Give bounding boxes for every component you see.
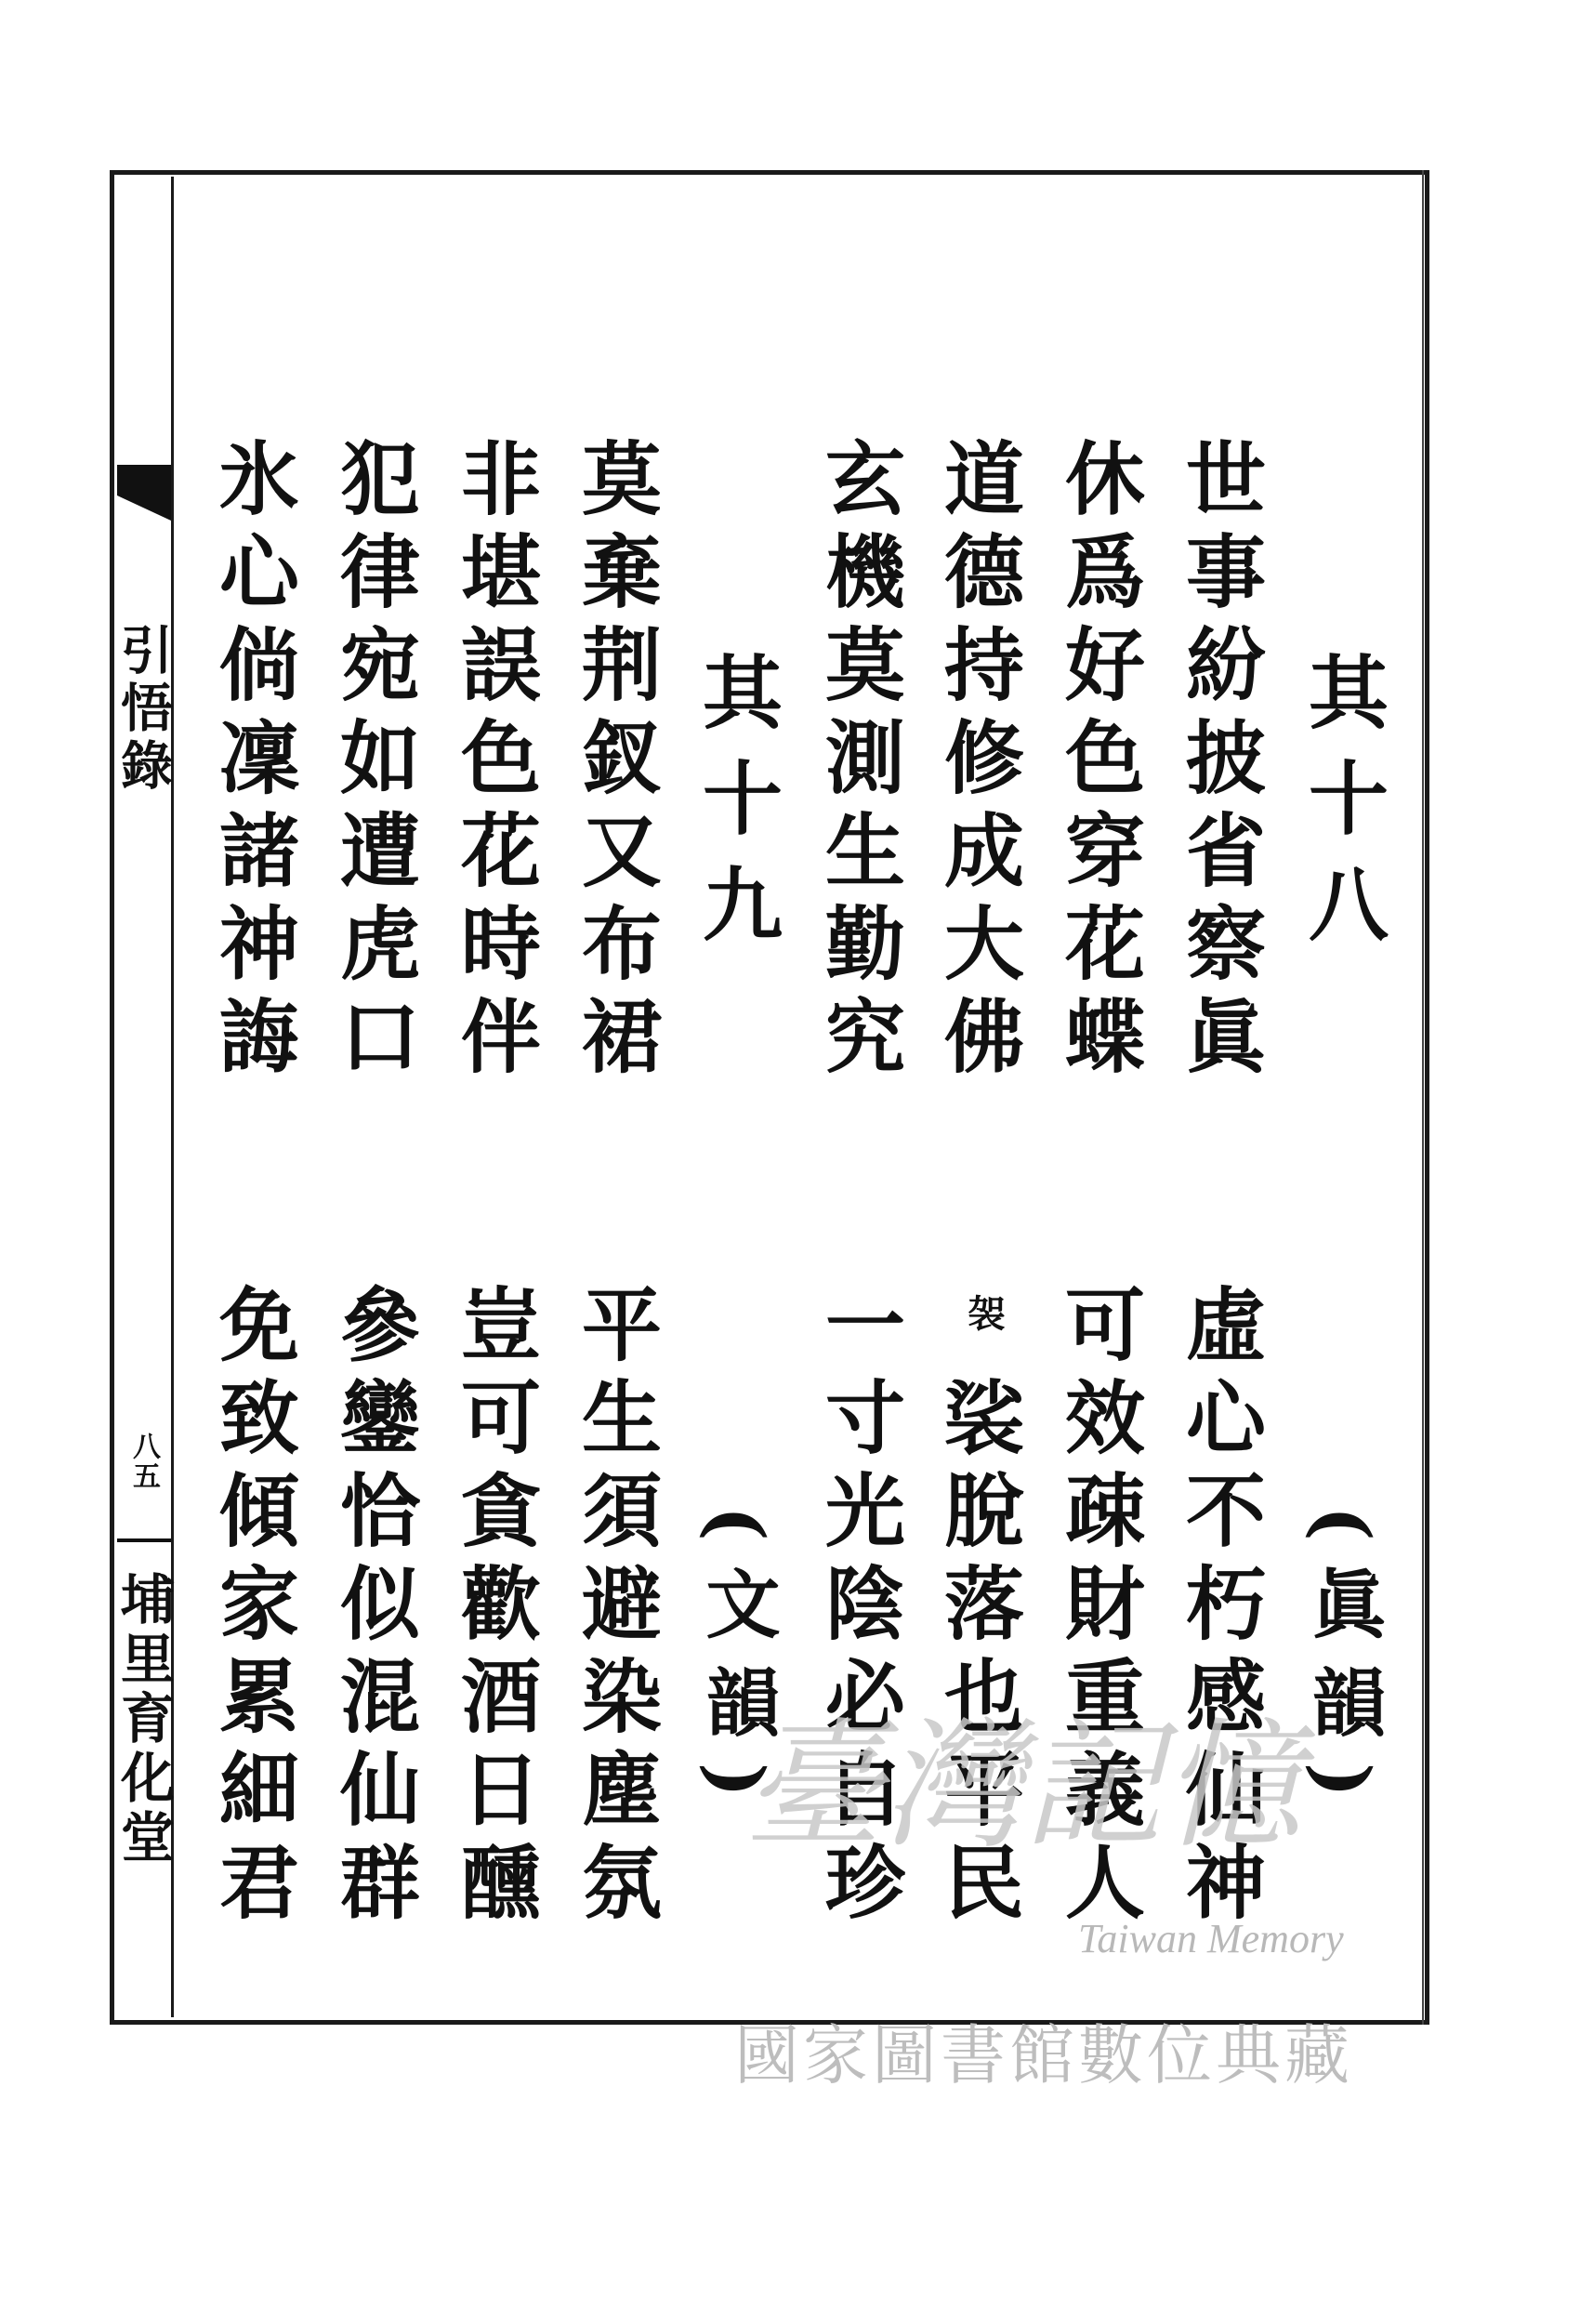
right-rule <box>1422 170 1424 2025</box>
poem19-line-4a: 氷心倘凜諸神誨 <box>205 437 299 1088</box>
poem19-line-3b: 參鑾恰似混仙群 <box>326 1283 420 1934</box>
poem18-small-char: 袈 <box>962 1294 1006 1331</box>
poem18-line-4a: 玄機莫測生勤究 <box>811 437 905 1088</box>
poem19-line-1b: 平生須避染塵氛 <box>568 1283 662 1934</box>
poem18-line-2a: 休爲好色穿花蝶 <box>1051 437 1145 1088</box>
poem18-line-1b: 虛心不朽感仙神 <box>1172 1283 1266 1934</box>
poem19-line-2a: 非堪誤色花時伴 <box>447 437 541 1088</box>
watermark-chinese: 國家圖書館數位典藏 <box>734 2017 1353 2093</box>
watermark-english: Taiwan Memory <box>1078 1916 1344 1961</box>
poem19-line-3a: 犯律宛如遭虎口 <box>326 437 420 1088</box>
poem19-rhyme: (文韻) <box>693 1506 781 1822</box>
poem18-line-1a: 世事紛披省察眞 <box>1172 437 1266 1088</box>
poem18-line-2b: 可效疎財重義人 <box>1051 1283 1145 1934</box>
poem18-rhyme: (眞韻) <box>1299 1506 1387 1822</box>
poem19-line-1a: 莫棄荆釵又布裙 <box>568 437 662 1088</box>
strip-divider <box>117 1538 171 1542</box>
poem19-heading: 其十九 <box>689 651 783 969</box>
poem18-heading: 其十八 <box>1295 651 1389 969</box>
watermark-logo: 臺灣記憶 <box>744 1706 1302 1868</box>
publisher-name: 埔里育化堂 <box>112 1571 175 1868</box>
poem19-line-2b: 豈可貪歡酒日醺 <box>447 1283 541 1934</box>
book-title: 引悟錄 <box>112 623 174 796</box>
page-number: 八五 <box>127 1432 160 1491</box>
poem18-line-3a: 道德持修成大佛 <box>930 437 1024 1088</box>
poem19-line-4b: 免致傾家累細君 <box>205 1283 299 1934</box>
poem18-line-4b: 一寸光陰必自珍 <box>811 1283 905 1934</box>
poem18-line-3b: 裟脫落也平民 <box>930 1376 1024 1934</box>
